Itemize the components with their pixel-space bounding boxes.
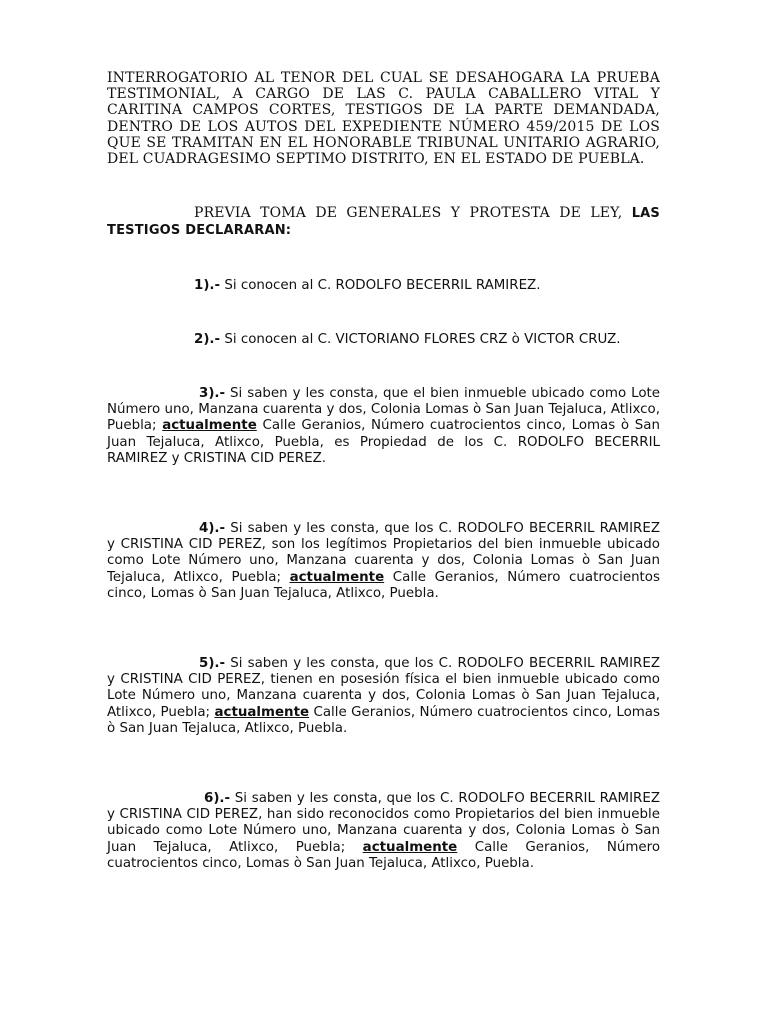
question-text-before: Si saben y les consta, que los C. RODOLFO BECERRIL RAMIREZ y CRISTINA CID PEREZ, son los legítimos Propietarios del bien inmueble ubicado como Lote Número uno, Manzana cuarenta y dos, Colonia Lomas ò San Juan Tejaluca, Atlixco, Puebla;	[107, 521, 660, 585]
question-text: Si conocen al C. RODOLFO BECERRIL RAMIREZ.	[220, 277, 541, 293]
question-text-after: Calle Geranios, Número cuatrocientos cinco, Lomas ò San Juan Tejaluca, Atlixco, Puebla.	[107, 839, 661, 871]
question-text-before: Si saben y les consta, que los C. RODOLFO BECERRIL RAMIREZ y CRISTINA CID PEREZ, tienen en posesión física el bien inmueble ubicado como Lote Número uno, Manzana cuarenta y dos, Colonia Lomas ò San Juan Tejaluca, Atlixco, Puebla;	[107, 656, 660, 720]
question-text-before: Si saben y les consta, que el bien inmueble ubicado como Lote Número uno, Manzana cuarenta y dos, Colonia Lomas ò San Juan Tejaluca, Atlixco, Puebla;	[107, 386, 660, 434]
question-number: 4).-	[199, 521, 226, 537]
protesta-paragraph	[107, 205, 660, 239]
question-number: 3).-	[199, 386, 226, 402]
question-4	[107, 521, 660, 602]
question-number: 6).-	[204, 791, 231, 807]
highlight-word: actualmente	[362, 839, 458, 855]
document-page	[107, 70, 660, 872]
highlight-word: actualmente	[162, 418, 257, 434]
question-2	[107, 332, 660, 348]
question-3	[107, 386, 660, 467]
question-number: 2).-	[194, 331, 221, 347]
document-intro: INTERROGATORIO AL TENOR DEL CUAL SE DESAHOGARA LA PRUEBA TESTIMONIAL, A CARGO DE LAS C. PAULA CABALLERO VITAL Y CARITINA CAMPOS CORTES, TESTIGOS DE LA PARTE DEMANDADA, DENTRO DE LOS AUTOS DEL EXPEDIENTE NÚMERO 459/2015 DE LOS QUE SE TRAMITAN EN EL HONORABLE TRIBUNAL UNITARIO AGRARIO, DEL CUADRAGESIMO SEPTIMO DISTRITO, EN EL ESTADO DE PUEBLA.	[107, 70, 660, 168]
question-text-after: Calle Geranios, Número cuatrocientos cinco, Lomas ò San Juan Tejaluca, Atlixco, Puebla.	[107, 704, 660, 736]
question-1	[107, 278, 660, 294]
question-text-after: Calle Geranios, Número cuatrocientos cinco, Lomas ò San Juan Tejaluca, Atlixco, Puebla, es Propiedad de los C. RODOLFO BECERRIL RAMIREZ y CRISTINA CID PEREZ.	[107, 418, 660, 466]
question-5	[107, 656, 660, 737]
question-number: 1).-	[194, 277, 221, 293]
question-number: 5).-	[199, 656, 226, 672]
question-text-before: Si saben y les consta, que los C. RODOLFO BECERRIL RAMIREZ y CRISTINA CID PEREZ, han sido reconocidos como Propietarios del bien inmueble ubicado como Lote Número uno, Manzana cuarenta y dos, Colonia Lomas ò San Juan Tejaluca, Atlixco, Puebla;	[107, 791, 660, 855]
protesta-text: PREVIA TOMA DE GENERALES Y PROTESTA DE LEY,	[194, 205, 632, 222]
protesta-bold-label: LAS TESTIGOS DECLARARAN:	[107, 206, 660, 239]
highlight-word: actualmente	[289, 569, 385, 585]
highlight-word: actualmente	[214, 704, 310, 720]
question-6	[107, 791, 660, 872]
question-text-after: Calle Geranios, Número cuatrocientos cinco, Lomas ò San Juan Tejaluca, Atlixco, Puebla.	[107, 569, 660, 601]
question-text: Si conocen al C. VICTORIANO FLORES CRZ ò VICTOR CRUZ.	[220, 331, 621, 347]
